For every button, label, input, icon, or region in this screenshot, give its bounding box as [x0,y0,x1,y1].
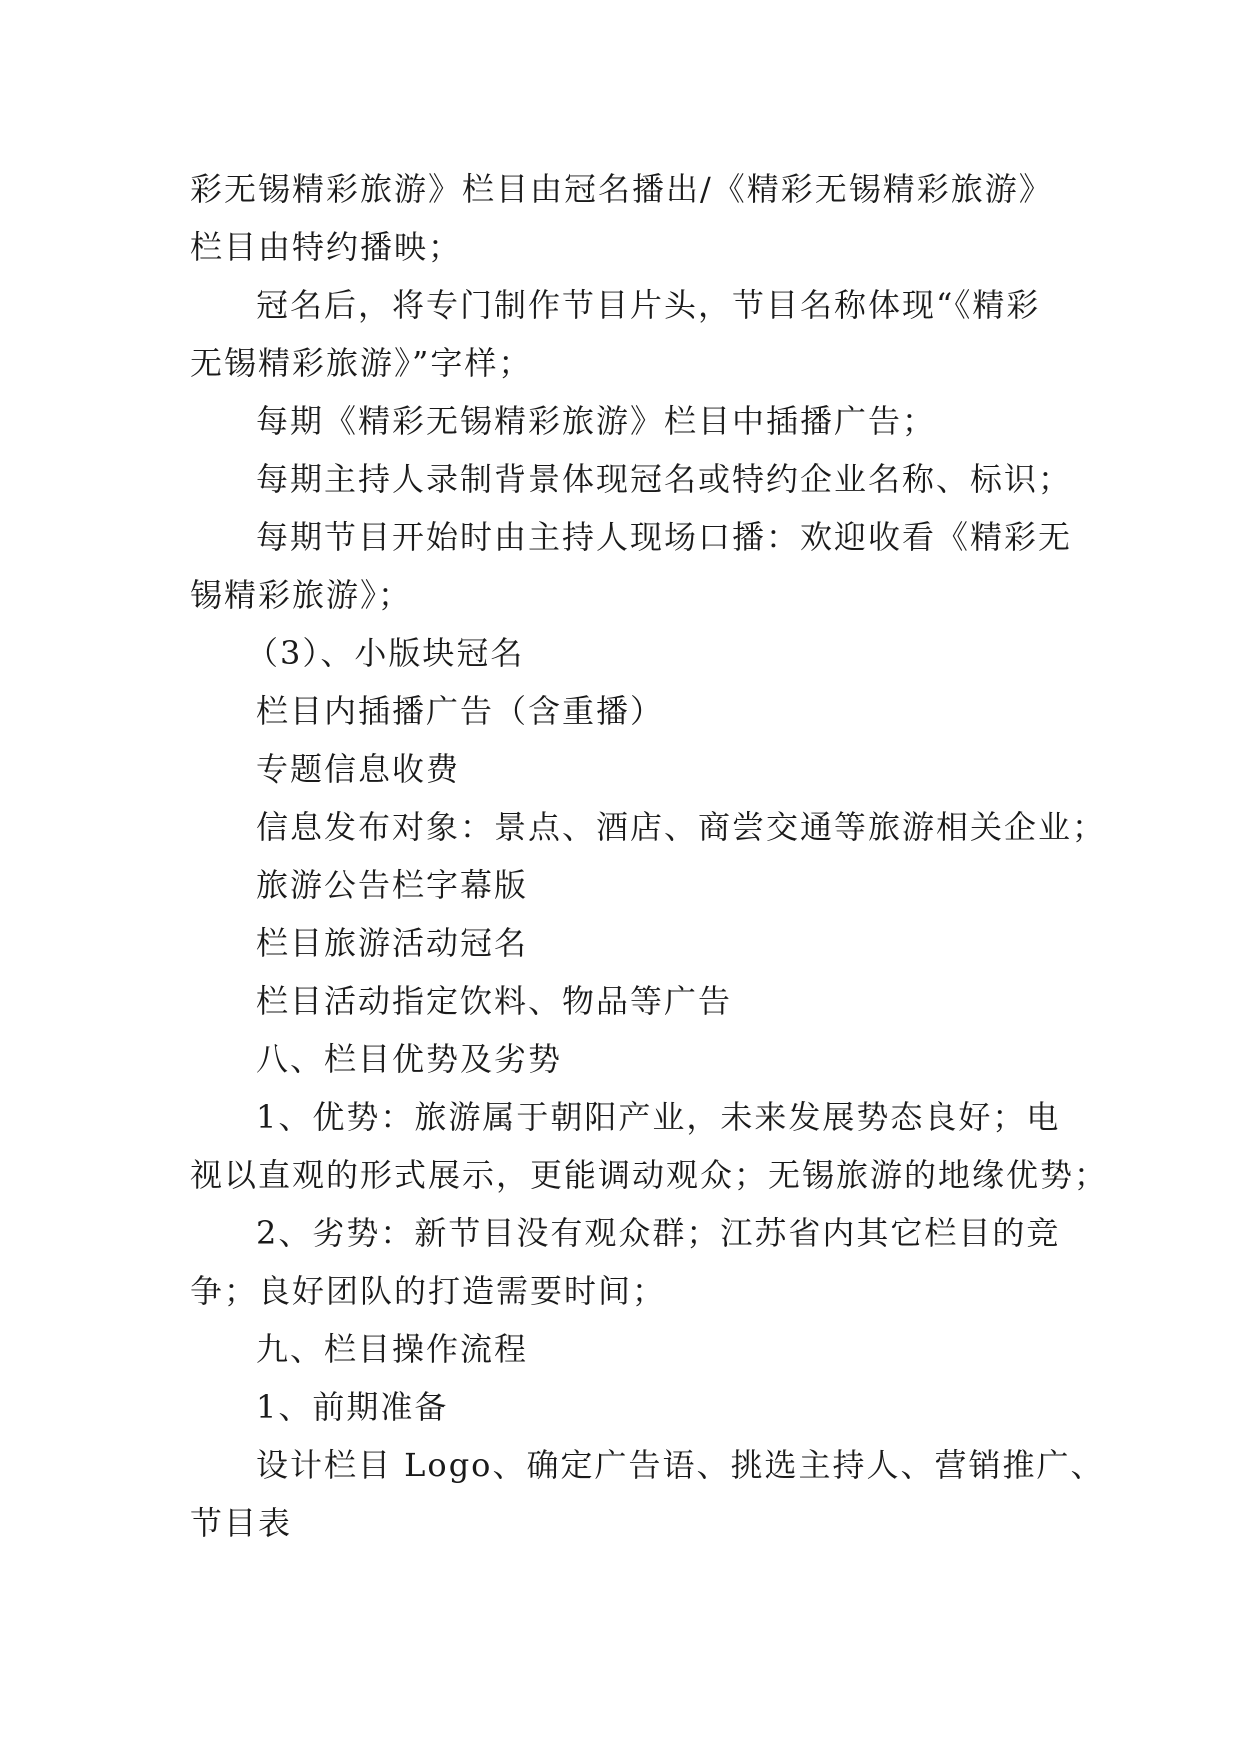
section-heading: （3）、小版块冠名 [246,634,525,672]
paragraph-line: 栏目内插播广告（含重播） [256,692,665,730]
paragraph-line: 栏目活动指定饮料、物品等广告 [256,982,733,1020]
paragraph-line: 节目表 [190,1504,293,1542]
paragraph-line: 专题信息收费 [256,750,461,788]
paragraph-line: 争；良好团队的打造需要时间； [190,1272,667,1310]
document-body [190,160,1109,1552]
section-heading: 八、栏目优势及劣势 [256,1040,563,1078]
paragraph-line: 旅游公告栏字幕版 [256,866,529,904]
paragraph-line: 每期主持人录制背景体现冠名或特约企业名称、标识； [256,460,1073,498]
paragraph-line: 信息发布对象：景点、酒店、商尝交通等旅游相关企业； [256,808,1107,846]
section-heading: 九、栏目操作流程 [256,1330,529,1368]
paragraph-line: 栏目旅游活动冠名 [256,924,529,962]
paragraph-line: 锡精彩旅游》； [190,576,413,614]
paragraph-line: 每期《精彩无锡精彩旅游》栏目中插播广告； [256,402,937,440]
paragraph-line: 冠名后，将专门制作节目片头，节目名称体现“《精彩 [256,286,1041,324]
subsection-heading: 1、前期准备 [256,1388,449,1426]
paragraph-line: 视以直观的形式展示，更能调动观众；无锡旅游的地缘优势； [190,1156,1109,1194]
paragraph-line: 彩无锡精彩旅游》栏目由冠名播出/《精彩无锡精彩旅游》 [190,170,1053,208]
paragraph-line: 1、优势：旅游属于朝阳产业，未来发展势态良好；电 [256,1098,1061,1136]
paragraph-line: 每期节目开始时由主持人现场口播：欢迎收看《精彩无 [256,518,1073,556]
paragraph-line: 栏目由特约播映； [190,228,463,266]
paragraph-line: 设计栏目 Logo、确定广告语、挑选主持人、营销推广、 [256,1446,1105,1484]
paragraph-line: 无锡精彩旅游》”字样； [190,344,533,382]
paragraph-line: 2、劣势：新节目没有观众群；江苏省内其它栏目的竞 [256,1214,1061,1252]
